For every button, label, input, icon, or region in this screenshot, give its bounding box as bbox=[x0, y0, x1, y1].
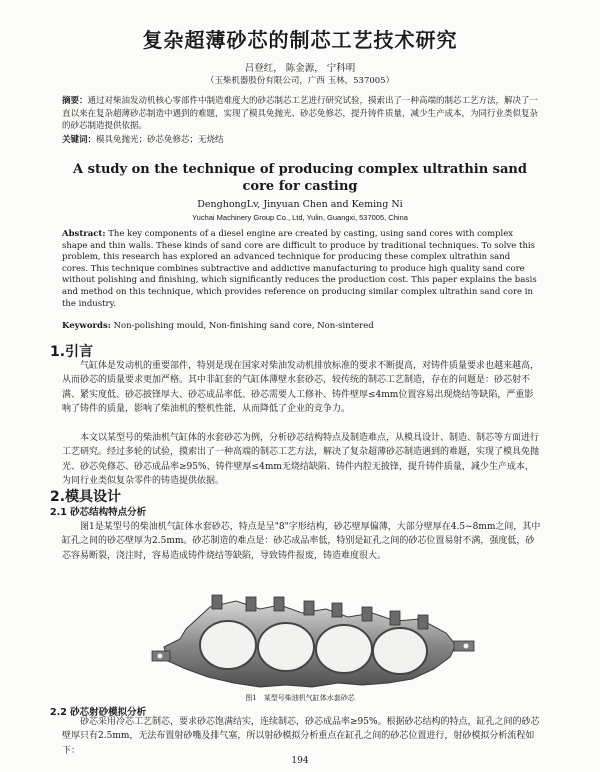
keywords-cn-text: 模具免抛光；砂芯免修芯；无烧结 bbox=[96, 135, 224, 145]
abstract-cn-label: 摘要： bbox=[62, 96, 88, 106]
abstract-en bbox=[62, 229, 538, 310]
section-1-heading: 1.引言 bbox=[50, 344, 94, 360]
section-1-paragraph-2: 本文以某型号的柴油机气缸体的水套砂芯为例，分析砂芯结构特点及制造难点，从模具设计、制造、制芯等方面进行工艺研究。经过多轮的试验，摸索出了一种高端的制芯工艺方法，解决了复杂超薄砂芯制造遇到的难题，实现了模具免抛光、砂芯免修芯、砂芯成品率≥95%、铸件壁厚≤4mm无烧结缺陷、铸件内腔无披锋，提升铸件质量，减少生产成本，为同行业类似复杂零件的铸造提供依据。 bbox=[62, 433, 540, 487]
abstract-cn-text: 通过对柴油发动机核心零部件中制造难度大的砂芯制芯工艺进行研究试验，摸索出了一种高端的制芯工艺方法，解决了一直以来在复杂超薄砂芯制造中遇到的难题，实现了模具免抛光、砂芯免修芯，提升铸件质量，减少生产成本，为同行业类似复杂的砂芯制造提供依据。 bbox=[62, 96, 539, 131]
abstract-en-text: The key components of a diesel engine are created by casting, using sand cores with complex shape and thin walls. These kinds of sand core are difficult to produce by traditional techniques. To solve this problem, this research has explored an advanced technique for producing these complex ultrathin sand cores. This technique combines subtractive and addictive manufacturing to produce high quality sand core without polishing and finishing, which significantly reduces the production cost. This paper explains the basis and method on this technique, which provides reference on producing similar complex ultrathin sand core in the industry. bbox=[62, 229, 537, 309]
keywords-en-text: Non-polishing mould, Non-finishing sand core, Non-sintered bbox=[113, 321, 374, 331]
keywords-en-label: Keywords: bbox=[62, 321, 111, 331]
abstract-en-label: Abstract: bbox=[62, 229, 106, 239]
section-2-heading: 2.模具设计 bbox=[50, 489, 122, 505]
keywords-cn-label: 关键词： bbox=[62, 135, 97, 145]
authors-cn: 吕登红， 陈金源， 宁科明 bbox=[244, 63, 356, 74]
affiliation-en: Yuchai Machinery Group Co., Ltd, Yulin, Guangxi, 537005, China bbox=[192, 213, 408, 222]
paper-title-en: A study on the technique of producing complex ultrathin sand core for casting bbox=[73, 162, 527, 194]
section-2-2-heading: 2.2 砂芯射砂模拟分析 bbox=[50, 707, 147, 718]
sand-core-body bbox=[152, 595, 474, 687]
sand-core-figure bbox=[150, 587, 480, 699]
page-number: 194 bbox=[291, 756, 309, 766]
section-2-1-heading: 2.1 砂芯结构特点分析 bbox=[50, 507, 147, 518]
section-2-2-paragraph: 砂芯采用冷芯工艺制芯，要求砂芯饱满结实，连续制芯，砂芯成品率≥95%。根据砂芯结构的特点，缸孔之间的砂芯壁厚只有2.5mm，无法布置射砂嘴及排气塞，所以射砂模拟分析重点在缸孔之间的砂芯位置进行，射砂模拟分析流程如下： bbox=[62, 717, 540, 756]
paper-title-cn: 复杂超薄砂芯的制芯工艺技术研究 bbox=[142, 28, 458, 52]
figure-caption: 图1 某型号柴油机气缸体水套砂芯 bbox=[245, 694, 355, 702]
section-1-paragraph-1: 气缸体是发动机的重要部件，特别是现在国家对柴油发动机排放标准的要求不断提高，对铸件质量要求也越来越高，从而砂芯的质量要求更加严格。其中非缸套的气缸体薄壁水套砂芯，较传统的制芯工艺制造，存在的问题是：砂芯射不满、紧实度低、砂芯披锋厚大、砂芯成品率低、砂芯需要人工修补、铸件壁厚≤4mm位置容易出现烧结等缺陷，严重影响了铸件的质量，影响了柴油机的整机性能，从而降低了企业的竞争力。 bbox=[62, 361, 540, 415]
keywords-cn bbox=[62, 133, 540, 145]
section-2-1-paragraph: 图1是某型号的柴油机气缸体水套砂芯，特点是呈"8"字形结构，砂芯壁厚偏薄，大部分壁厚在4.5~8mm之间，其中缸孔之间的砂芯壁厚为2.5mm。砂芯制造的难点是：砂芯成品率低，特别是缸孔之间的砂芯位置易射不满，强度低，砂芯容易断裂，浇注时，容易造成铸件烧结等缺陷，导致铸件报废，铸造难度很大。 bbox=[62, 522, 541, 561]
abstract-cn bbox=[62, 95, 540, 133]
affiliation-cn: （玉柴机器股份有限公司，广西 玉林，537005） bbox=[205, 76, 395, 86]
authors-en: DenghongLv, Jinyuan Chen and Keming Ni bbox=[197, 199, 403, 210]
keywords-en bbox=[62, 321, 540, 331]
